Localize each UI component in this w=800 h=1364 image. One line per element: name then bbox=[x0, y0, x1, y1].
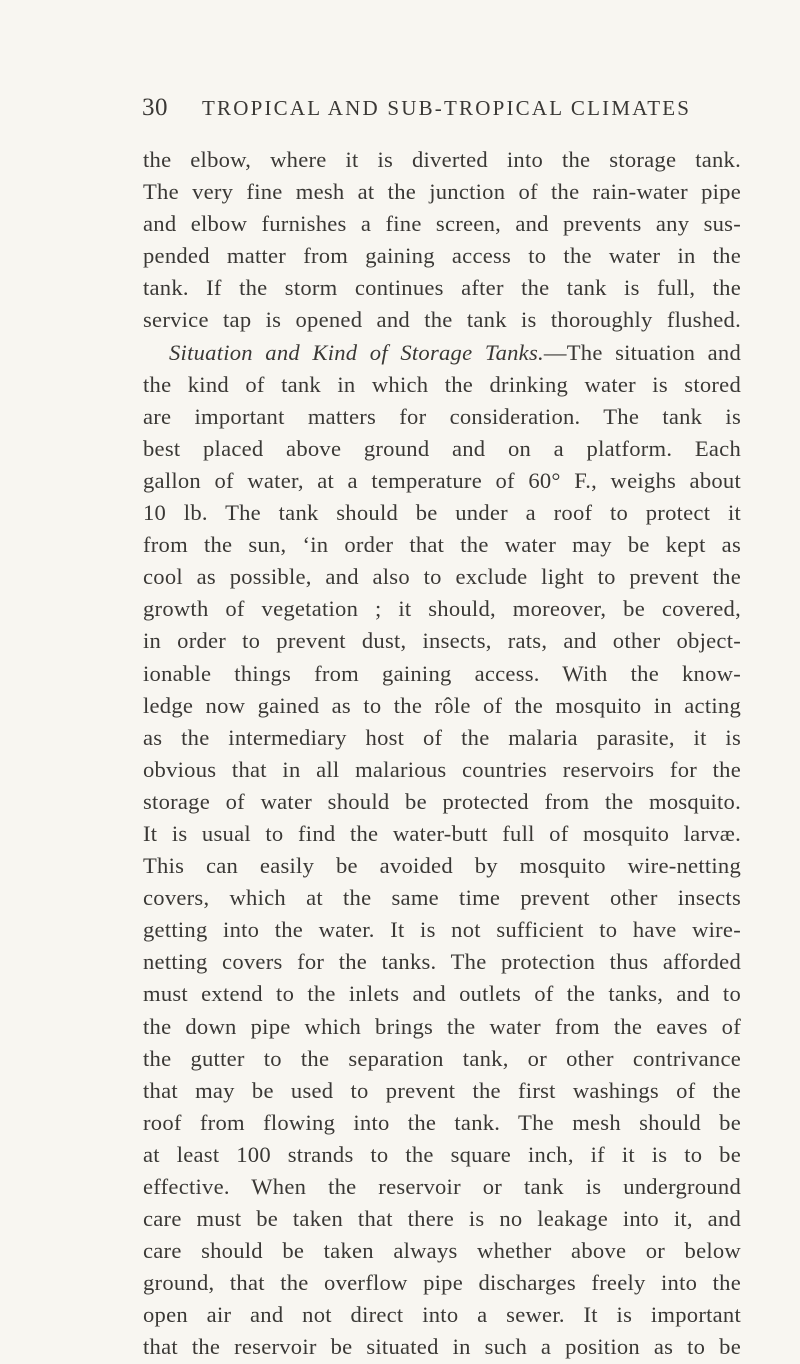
text-line: and elbow furnishes a fine screen, and prevents any sus- bbox=[143, 211, 741, 237]
text-line: are important matters for consideration. The tank is bbox=[143, 403, 741, 429]
text-line-rest: —The situation and bbox=[543, 339, 741, 365]
text-line: the kind of tank in which the drinking water is stored bbox=[143, 371, 741, 397]
text-line: tank. If the storm continues after the tank is full, the bbox=[143, 275, 741, 301]
text-line: obvious that in all malarious countries reservoirs for the bbox=[143, 756, 741, 782]
body-text bbox=[143, 144, 741, 1364]
text-line: service tap is opened and the tank is thoroughly flushed. bbox=[143, 307, 741, 333]
text-line: that the reservoir be situated in such a position as to be bbox=[143, 1334, 741, 1360]
text-line: at least 100 strands to the square inch, if it is to be bbox=[143, 1141, 741, 1167]
running-title: TROPICAL AND SUB-TROPICAL CLIMATES bbox=[202, 96, 692, 120]
text-line: covers, which at the same time prevent other insects bbox=[143, 885, 741, 911]
text-line: effective. When the reservoir or tank is underground bbox=[143, 1174, 741, 1199]
text-line: gallon of water, at a temperature of 60° F., weighs about bbox=[143, 467, 741, 493]
text-line: getting into the water. It is not sufficient to have wire- bbox=[143, 917, 741, 943]
section-heading-line bbox=[143, 337, 741, 369]
text-line: 10 lb. The tank should be under a roof to protect it bbox=[143, 500, 741, 526]
text-line: ledge now gained as to the rôle of the mosquito in acting bbox=[143, 692, 741, 718]
text-line: ionable things from gaining access. With the know- bbox=[143, 660, 741, 686]
text-line: from the sun, ‘in order that the water may be kept as bbox=[143, 532, 741, 558]
text-line: care should be taken always whether above or below bbox=[143, 1238, 741, 1264]
text-line: as the intermediary host of the malaria parasite, it is bbox=[143, 724, 741, 750]
text-line: The very fine mesh at the junction of the rain-water pipe bbox=[143, 179, 741, 205]
text-line: the down pipe which brings the water from the eaves of bbox=[143, 1013, 741, 1039]
text-line: roof from flowing into the tank. The mesh should be bbox=[143, 1109, 741, 1135]
text-line: the gutter to the separation tank, or other contrivance bbox=[143, 1045, 741, 1071]
text-line: in order to prevent dust, insects, rats, and other object- bbox=[143, 628, 741, 654]
text-line: pended matter from gaining access to the water in the bbox=[143, 243, 741, 269]
text-line: that may be used to prevent the first washings of the bbox=[143, 1077, 741, 1103]
text-line: storage of water should be protected from the mosquito. bbox=[143, 788, 741, 814]
text-line: It is usual to find the water-butt full of mosquito larvæ. bbox=[143, 820, 741, 846]
text-line: growth of vegetation ; it should, moreover, be covered, bbox=[143, 596, 741, 622]
text-line: must extend to the inlets and outlets of the tanks, and to bbox=[143, 981, 741, 1007]
text-line: care must be taken that there is no leakage into it, and bbox=[143, 1206, 741, 1232]
text-line: best placed above ground and on a platform. Each bbox=[143, 435, 741, 461]
section-heading: Situation and Kind of Storage Tanks. bbox=[169, 339, 544, 365]
text-line: This can easily be avoided by mosquito wire-netting bbox=[143, 853, 741, 879]
running-head bbox=[142, 94, 742, 124]
text-line: netting covers for the tanks. The protection thus afforded bbox=[143, 949, 741, 975]
text-line: open air and not direct into a sewer. It is important bbox=[143, 1302, 741, 1328]
page-number: 30 bbox=[142, 94, 168, 121]
text-line: cool as possible, and also to exclude light to prevent the bbox=[143, 564, 741, 590]
text-line: the elbow, where it is diverted into the storage tank. bbox=[143, 147, 741, 172]
text-line: ground, that the overflow pipe discharges freely into the bbox=[143, 1270, 741, 1296]
